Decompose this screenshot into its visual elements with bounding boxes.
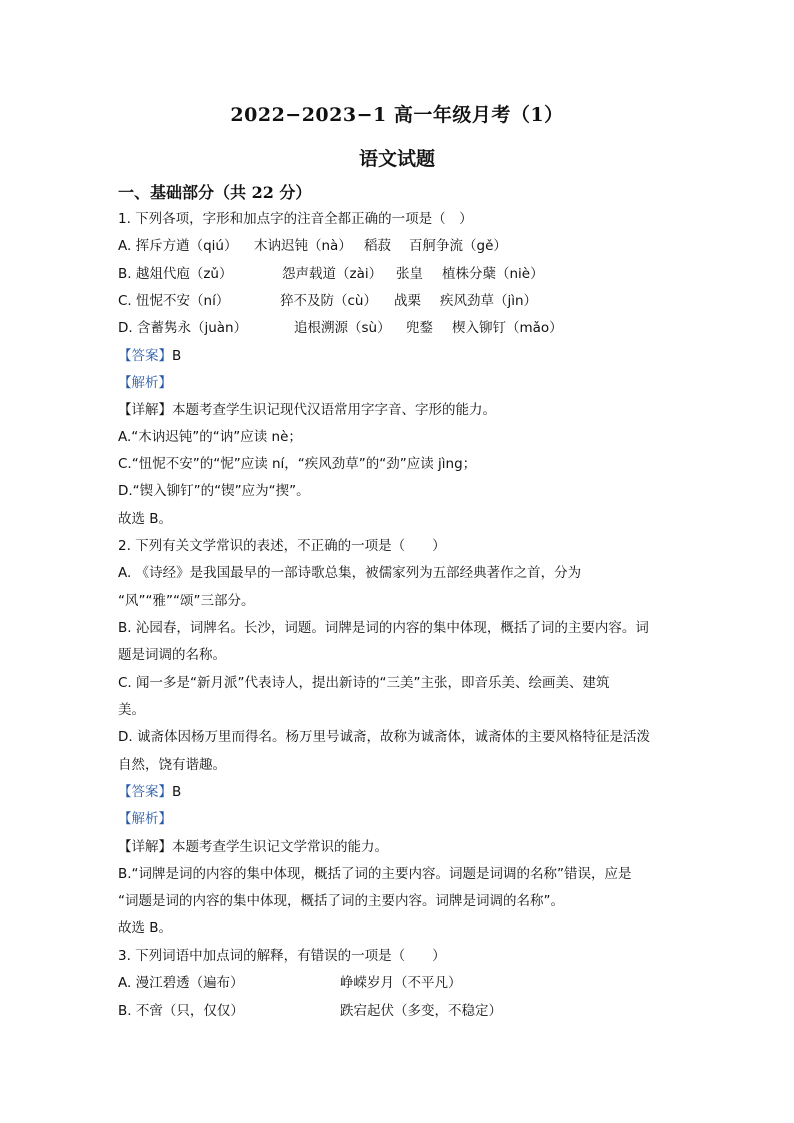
option-item: 战栗 [394, 293, 421, 309]
detail-text: 本题考查学生识记现代汉语常用字字音、字形的能力。 [172, 402, 496, 418]
q2-line: 题是词调的名称。 [118, 647, 226, 663]
exam-title: 2022−2023−1 高一年级月考（1） [230, 104, 564, 126]
q1-option-c [118, 291, 537, 311]
option-item: D. 含蓄隽永（juàn） [118, 320, 248, 336]
detail-tag: 【详解】 [118, 839, 172, 855]
option-item: A. 漫江碧透（遍布） [118, 975, 244, 991]
q2-line: C. 闻一多是“新月派”代表诗人，提出新诗的“三美”主张，即音乐美、绘画美、建筑 [118, 675, 610, 691]
question-1-stem: 1. 下列各项，字形和加点字的注音全都正确的一项是（ ） [118, 211, 473, 227]
q2-line: “风”“雅”“颂”三部分。 [118, 593, 255, 609]
analysis-tag: 【解析】 [118, 375, 172, 391]
option-item: 怨声载道（zài） [282, 266, 383, 282]
q1-option-a [118, 236, 507, 256]
answer-tag: 【答案】 [118, 348, 172, 364]
option-item: B. 越俎代庖（zǔ） [118, 266, 233, 282]
q2-line: 自然，饶有谐趣。 [118, 757, 226, 773]
option-item: 追根溯源（sù） [294, 320, 391, 336]
q1-analysis [118, 373, 172, 393]
option-item: 猝不及防（cù） [280, 293, 377, 309]
q1-explain-line: 故选 B。 [118, 511, 173, 527]
detail-text: 本题考查学生识记文学常识的能力。 [172, 839, 388, 855]
answer-value: B [172, 348, 182, 364]
q1-option-b [118, 264, 544, 284]
q2-line: A. 《诗经》是我国最早的一部诗歌总集，被儒家列为五部经典著作之首，分为 [118, 565, 582, 581]
answer-value: B [172, 784, 182, 800]
option-item: 百舸争流（gě） [409, 238, 507, 254]
q1-option-d [118, 318, 563, 338]
detail-tag: 【详解】 [118, 402, 172, 418]
q2-line: D. 诚斋体因杨万里而得名。杨万里号诚斋，故称为诚斋体，诚斋体的主要风格特征是活泼 [118, 729, 650, 745]
q2-line: B. 沁园春，词牌名。长沙，词题。词牌是词的内容的集中体现，概括了词的主要内容。词 [118, 620, 649, 636]
q3-option-a [118, 973, 462, 993]
option-item: 楔入铆钉（mǎo） [452, 320, 563, 336]
subject-title: 语文试题 [358, 148, 435, 170]
q1-explain-line: A.“木讷迟钝”的“讷”应读 nè； [118, 429, 302, 445]
question-2-stem: 2. 下列有关文学常识的表述，不正确的一项是（ ） [118, 538, 446, 554]
option-item: B. 不啻（只，仅仅） [118, 1003, 244, 1019]
q2-line: 美。 [118, 702, 145, 718]
option-item: 稻菽 [364, 238, 391, 254]
q2-analysis [118, 809, 172, 829]
q2-explain-line: 故选 B。 [118, 920, 173, 936]
analysis-tag: 【解析】 [118, 811, 172, 827]
q2-answer [118, 782, 181, 802]
option-item: 木讷迟钝（nà） [254, 238, 352, 254]
option-item: 跌宕起伏（多变，不稳定） [340, 1003, 502, 1019]
answer-tag: 【答案】 [118, 784, 172, 800]
option-item: 疾风劲草（jìn） [440, 293, 538, 309]
question-3-stem: 3. 下列词语中加点词的解释，有错误的一项是（ ） [118, 948, 446, 964]
q2-explain-line: “词题是词的内容的集中体现，概括了词的主要内容。词牌是词调的名称”。 [118, 893, 564, 909]
q2-detail [118, 837, 388, 857]
option-item: 植株分蘖（niè） [442, 266, 544, 282]
option-item: 张皇 [396, 266, 423, 282]
q1-answer [118, 346, 181, 366]
q1-detail [118, 400, 496, 420]
option-item: A. 挥斥方遒（qiú） [118, 238, 238, 254]
q1-explain-line: D.“锲入铆钉”的“锲”应为“揳”。 [118, 483, 310, 499]
q2-explain-line: B.“词牌是词的内容的集中体现，概括了词的主要内容。词题是词调的名称”错误，应是 [118, 866, 632, 882]
q1-explain-line: C.“忸怩不安”的“怩”应读 ní，“疾风劲草”的“劲”应读 jìng； [118, 456, 477, 472]
q3-option-b [118, 1001, 502, 1021]
option-item: 兜鍪 [406, 320, 433, 336]
option-item: C. 忸怩不安（ní） [118, 293, 230, 309]
section-heading: 一、基础部分（共 22 分） [118, 183, 312, 202]
option-item: 峥嵘岁月（不平凡） [340, 975, 462, 991]
